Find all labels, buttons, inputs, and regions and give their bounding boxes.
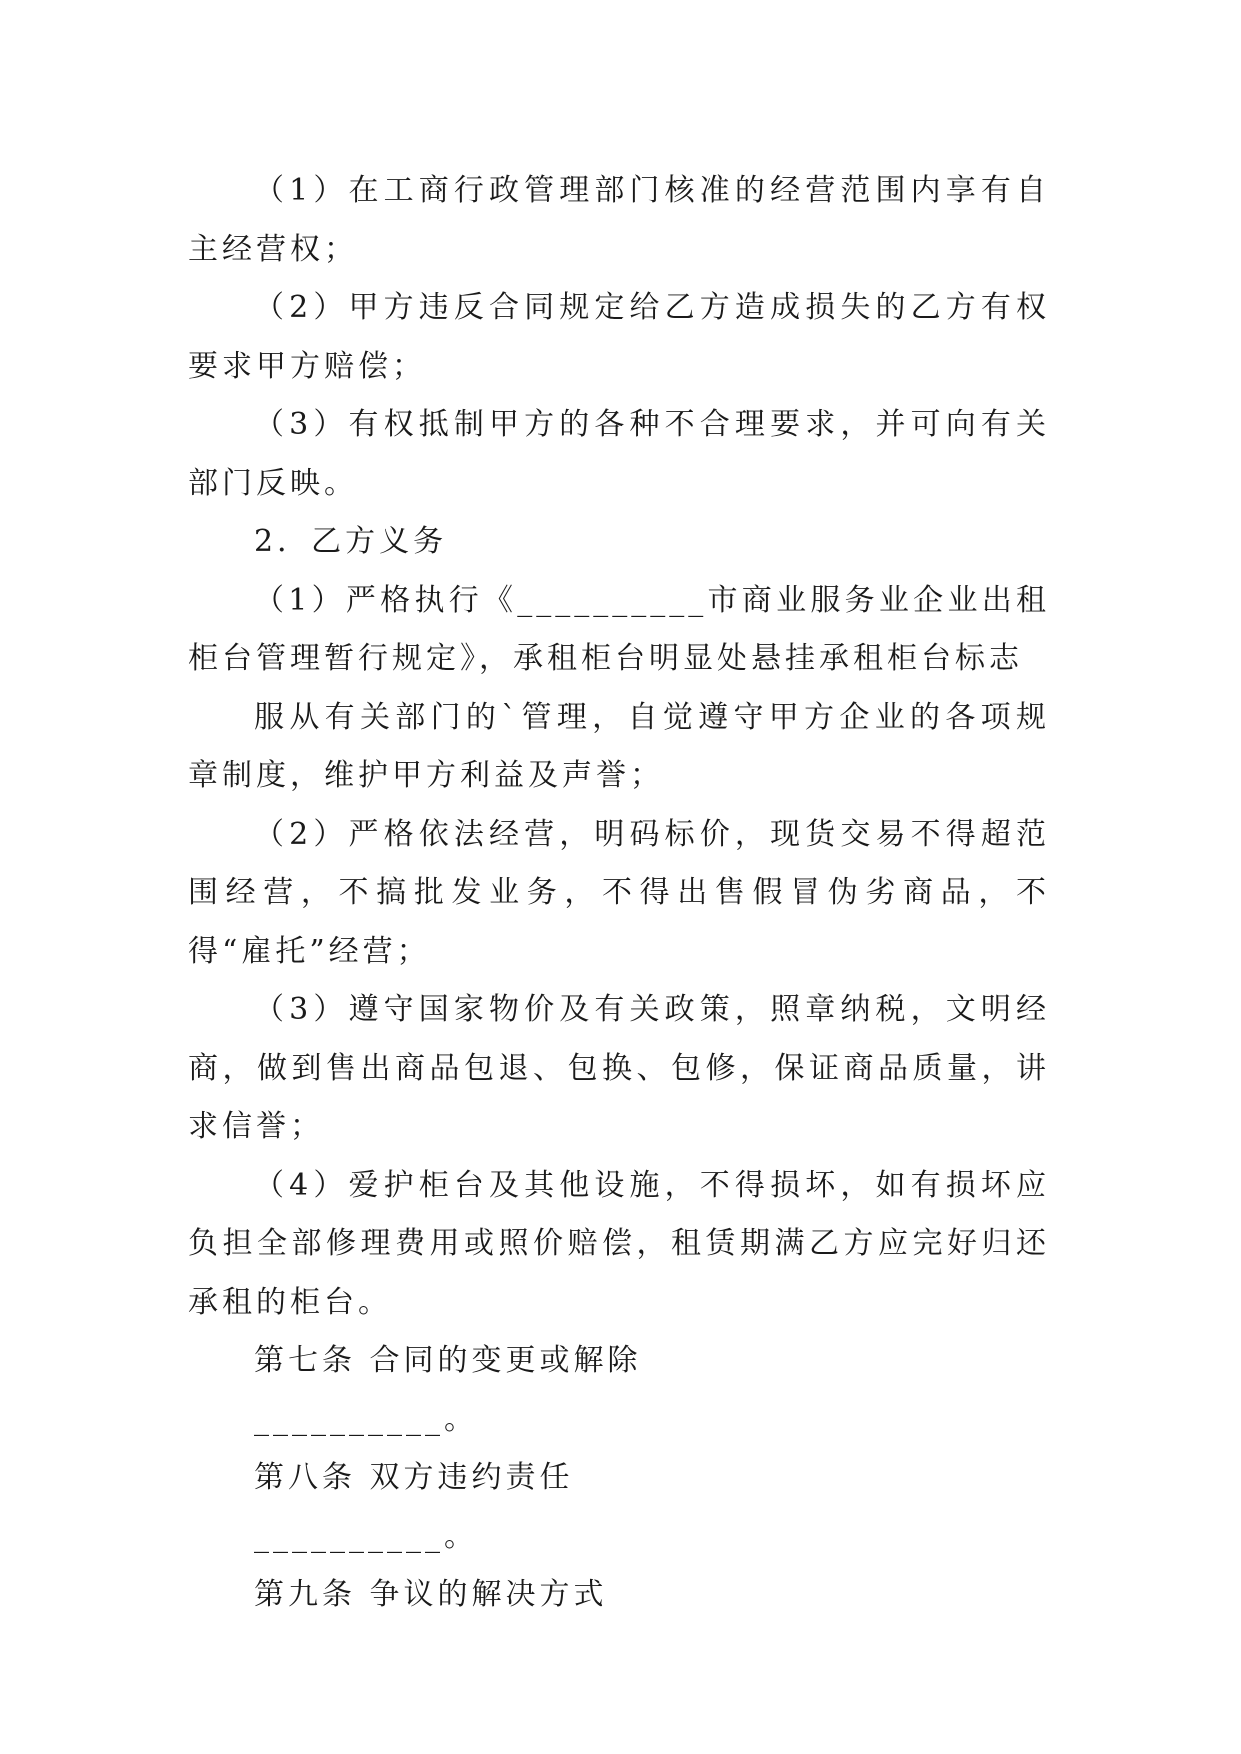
lessee-right-1: （1）在工商行政管理部门核准的经营范围内享有自主经营权； — [188, 173, 1050, 267]
lessee-duty-4: （4）爱护柜台及其他设施，不得损坏，如有损坏应负担全部修理费用或照价赔偿，租赁期满乙方应完好归还承租的柜台。 — [188, 1167, 1050, 1320]
lessee-right-3: （3）有权抵制甲方的各种不合理要求，并可向有关部门反映。 — [188, 407, 1050, 501]
article-8-heading: 第八条 双方违约责任 — [254, 1460, 574, 1495]
lessee-duty-1-continued: 服从有关部门的`管理，自觉遵守甲方企业的各项规章制度，维护甲方利益及声誉； — [188, 699, 1050, 793]
lessee-right-2: （2）甲方违反合同规定给乙方造成损失的乙方有权要求甲方赔偿； — [188, 290, 1050, 384]
section-heading-lessee-duties: 2．乙方义务 — [254, 524, 448, 559]
lessee-duty-3: （3）遵守国家物价及有关政策，照章纳税，文明经商，做到售出商品包退、包换、包修，保证商品质量，讲求信誉； — [188, 992, 1050, 1144]
article-7-heading: 第七条 合同的变更或解除 — [254, 1343, 642, 1378]
lessee-duty-1: （1）严格执行《__________市商业服务业企业出租柜台管理暂行规定》，承租柜台明显处悬挂承租柜台标志 — [188, 582, 1050, 676]
article-9-heading: 第九条 争议的解决方式 — [254, 1577, 608, 1612]
lessee-duty-2: （2）严格依法经营，明码标价，现货交易不得超范围经营，不搞批发业务，不得出售假冒伪劣商品，不得“雇托”经营； — [188, 816, 1050, 969]
article-7-fill-blank: __________。 — [254, 1401, 478, 1437]
contract-body — [188, 162, 1050, 1625]
article-8-fill-blank: __________。 — [254, 1518, 478, 1554]
